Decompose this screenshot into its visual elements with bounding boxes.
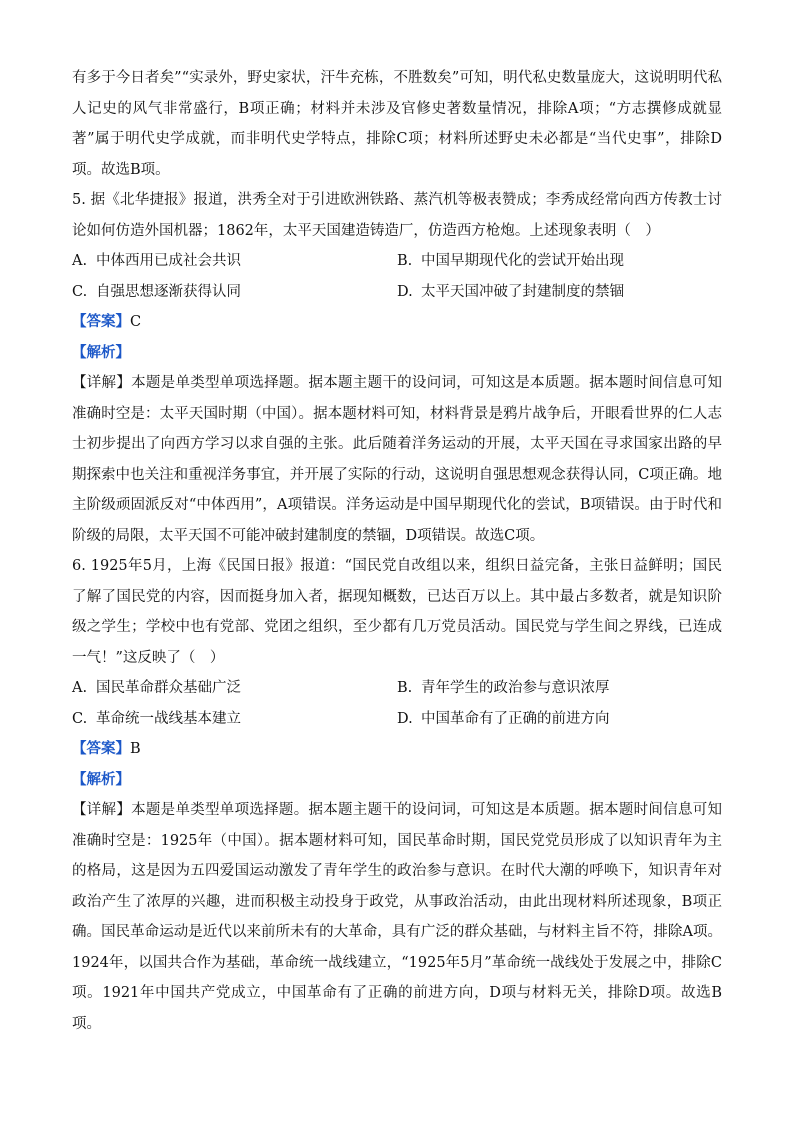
question-5-option-a	[72, 246, 397, 277]
option-text: 国民革命群众基础广泛	[96, 680, 241, 696]
option-letter: A.	[72, 680, 88, 696]
question-6	[72, 551, 722, 1039]
detail-text: 本题是单类型单项选择题。据本题主题干的设问词，可知这是本质题。据本题时间信息可知准确时空是：太平天国时期（中国）。据本题材料可知，材料背景是鸦片战争后，开眼看世界的仁人志士初步提出了向西方学习以求自强的主张。此后随着洋务运动的开展，太平天国在寻求国家出路的早期探索中也关注和重视洋务事宜，并开展了实际的行动，这说明自强思想观念获得认同，C项正确。地主阶级顽固派反对“中体西用”，A项错误。洋务运动是中国早期现代化的尝试，B项错误。由于时代和阶级的局限，太平天国不可能冲破封建制度的禁锢，D项错误。故选C项。	[72, 375, 723, 544]
previous-explanation-tail: 有多于今日者矣”“实录外，野史家状，汗牛充栋，不胜数矣”可知，明代私史数量庞大，这说明明代私人记史的风气非常盛行，B项正确；材料并未涉及官修史著数量情况，排除A项；“方志撰修成就显著”属于明代史学成就，而非明代史学特点，排除C项；材料所述野史未必都是“当代史事”，排除D项。故选B项。	[72, 70, 722, 178]
option-text: 革命统一战线基本建立	[96, 710, 241, 727]
option-letter: D.	[397, 710, 413, 727]
question-6-option-b	[397, 673, 722, 704]
question-5-option-b	[397, 246, 722, 277]
analysis-label: 【解析】	[72, 343, 130, 361]
option-letter: C.	[72, 710, 88, 727]
question-6-answer	[72, 734, 722, 765]
answer-value: C	[130, 314, 142, 330]
question-5	[72, 185, 722, 551]
option-letter: B.	[397, 680, 413, 696]
question-6-analysis	[72, 765, 722, 796]
question-5-analysis	[72, 338, 722, 369]
option-text: 中体西用已成社会共识	[96, 253, 241, 269]
option-letter: A.	[72, 253, 88, 269]
question-5-option-c	[72, 277, 397, 308]
question-6-option-c	[72, 704, 397, 735]
question-5-detail	[72, 368, 722, 551]
option-text: 中国早期现代化的尝试开始出现	[421, 253, 624, 269]
answer-value: B	[130, 741, 141, 757]
document-page	[72, 63, 722, 1039]
question-5-stem: 5. 据《北华捷报》报道，洪秀全对于引进欧洲铁路、蒸汽机等极表赞成；李秀成经常向西方传教士讨论如何仿造外国机器；1862年，太平天国建造铸造厂，仿造西方枪炮。上述现象表明（ ）	[72, 192, 722, 239]
question-5-option-d	[397, 277, 722, 308]
option-letter: B.	[397, 253, 413, 269]
option-text: 自强思想逐渐获得认同	[96, 283, 241, 300]
answer-label: 【答案】	[72, 313, 130, 330]
answer-label: 【答案】	[72, 740, 130, 757]
question-6-option-a	[72, 673, 397, 704]
analysis-label: 【解析】	[72, 770, 130, 788]
detail-label: 【详解】	[72, 375, 132, 391]
question-6-detail	[72, 795, 722, 1039]
question-5-options	[72, 246, 722, 307]
option-text: 太平天国冲破了封建制度的禁锢	[421, 283, 624, 300]
option-text: 中国革命有了正确的前进方向	[421, 710, 610, 727]
detail-text: 本题是单类型单项选择题。据本题主题干的设问词，可知这是本质题。据本题时间信息可知准确时空是：1925年（中国）。据本题材料可知，国民革命时期，国民党党员形成了以知识青年为主的格局，这是因为五四爱国运动激发了青年学生的政治参与意识。在时代大潮的呼唤下，知识青年对政治产生了浓厚的兴趣，进而积极主动投身于政党，从事政治活动，由此出现材料所述现象，B项正确。国民革命运动是近代以来前所未有的大革命，具有广泛的群众基础，与材料主旨不符，排除A项。1924年，以国共合作为基础，革命统一战线建立，“1925年5月”革命统一战线处于发展之中，排除C项。1921年中国共产党成立，中国革命有了正确的前进方向，D项与材料无关，排除D项。故选B项。	[72, 802, 723, 1032]
question-6-stem: 6. 1925年5月，上海《民国日报》报道：“国民党自改组以来，组织日益完备，主张日益鲜明；国民了解了国民党的内容，因而挺身加入者，据现知概数，已达百万以上。其中最占多数者，就是知识阶级之学生；学校中也有党部、党团之组织，至少都有几万党员活动。国民党与学生间之界线，已连成一气！”这反映了（ ）	[72, 558, 722, 666]
option-letter: C.	[72, 283, 88, 300]
detail-label: 【详解】	[72, 802, 132, 818]
question-6-options	[72, 673, 722, 734]
option-text: 青年学生的政治参与意识浓厚	[421, 680, 610, 696]
question-6-option-d	[397, 704, 722, 735]
question-5-answer	[72, 307, 722, 338]
option-letter: D.	[397, 283, 413, 300]
